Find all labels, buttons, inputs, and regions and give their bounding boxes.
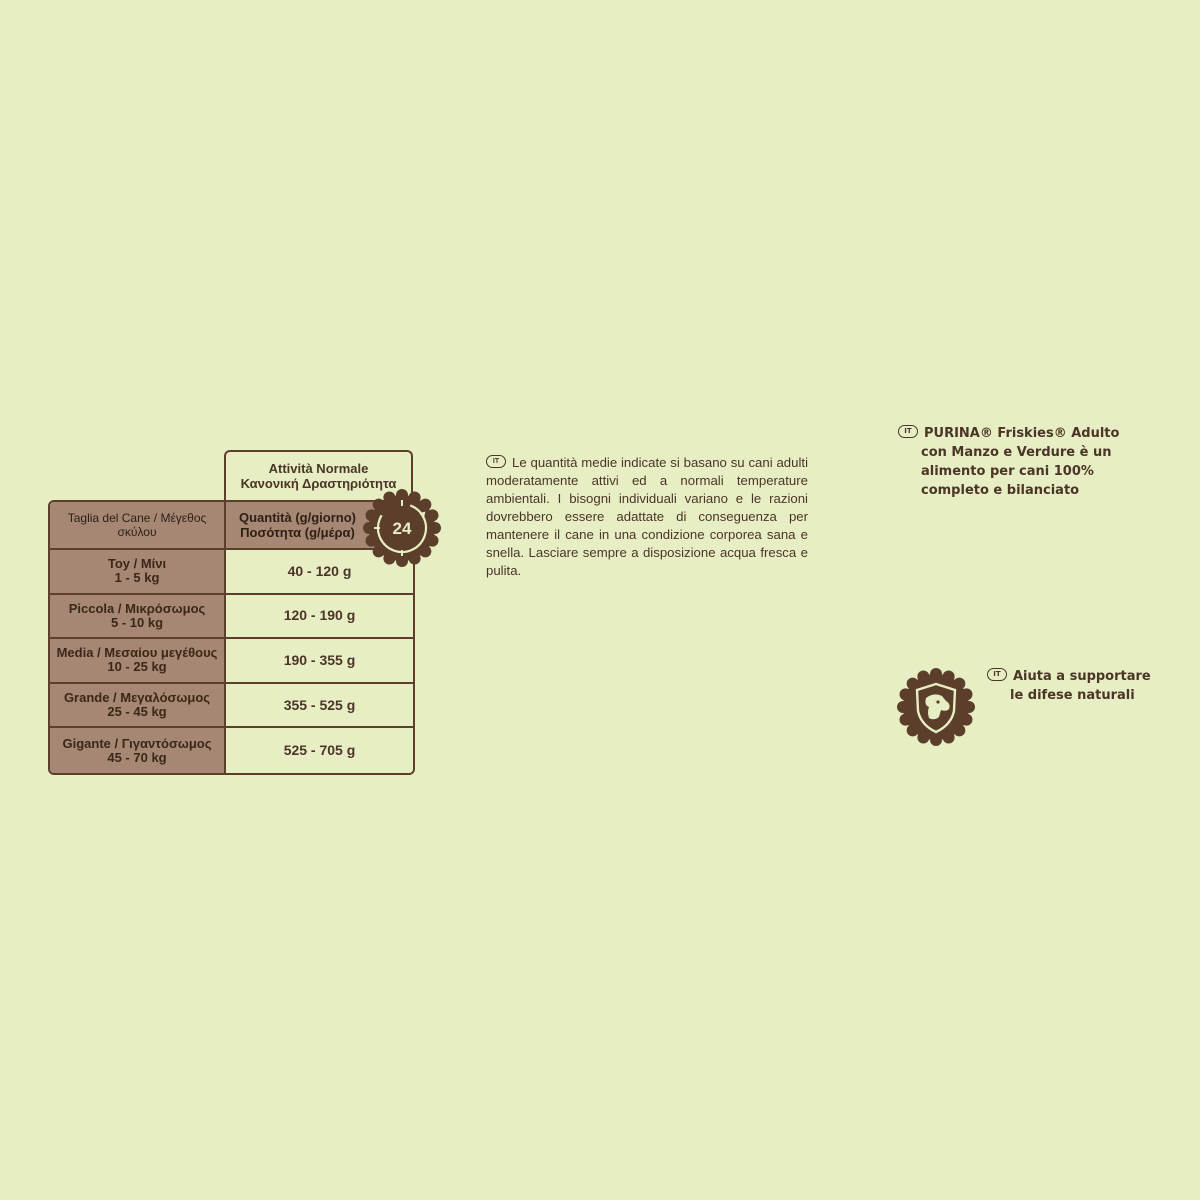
product-claim-line2: con Manzo e Verdure è un — [921, 445, 1112, 460]
activity-header-it: Attività Normale — [268, 461, 369, 476]
weight-label: 25 - 45 kg — [107, 704, 167, 720]
activity-header-gr: Κανονική Δραστηριότητα — [240, 476, 397, 491]
table-row-amount: 190 - 355 g — [226, 639, 413, 684]
defense-claim-line1: Aiuta a supportare — [1013, 669, 1151, 684]
table-row-amount: 120 - 190 g — [226, 595, 413, 640]
table-row-amount: 40 - 120 g — [226, 550, 413, 595]
product-claim-line4: completo e bilanciato — [921, 483, 1080, 498]
defense-claim-line2: le difese naturali — [1010, 688, 1135, 703]
quantity-header-it: Quantità (g/giorno) — [239, 510, 356, 525]
size-label: Media / Μεσαίου μεγέθους — [56, 645, 218, 661]
weight-label: 1 - 5 kg — [114, 570, 160, 586]
size-label: Piccola / Μικρόσωμος — [68, 600, 206, 616]
clock-24h-icon — [362, 488, 442, 568]
product-claim-line3: alimento per cani 100% — [921, 464, 1094, 479]
size-label: Toy / Μίνι — [107, 556, 167, 572]
table-row-size — [50, 728, 226, 773]
product-claim — [898, 424, 1138, 500]
table-row-amount: 525 - 705 g — [226, 728, 413, 773]
size-header: Taglia del Cane / Μέγεθος σκύλου — [50, 502, 226, 550]
feeding-grid — [48, 500, 415, 775]
weight-label: 45 - 70 kg — [107, 749, 167, 765]
language-marker: IT — [486, 455, 506, 468]
table-row-size — [50, 550, 226, 595]
table-row-amount: 355 - 525 g — [226, 684, 413, 729]
feeding-table — [48, 450, 415, 775]
table-row-size — [50, 639, 226, 684]
language-marker: IT — [898, 425, 918, 438]
feeding-note — [486, 454, 808, 580]
timer-label: 24 — [392, 519, 412, 538]
feeding-note-text: Le quantità medie indicate si basano su cani adulti moderatamente attivi ed a normali temperature ambientali. I bisogni individuali variano e le razioni dovrebbero essere adattate di conseguenza per mantenere il cane in una condizione corporea sana e snella. Lasciare sempre a disposizione acqua fresca e pulita. — [486, 455, 808, 578]
dog-head-shield-icon — [896, 667, 976, 747]
defense-claim — [987, 667, 1157, 705]
weight-label: 10 - 25 kg — [107, 659, 167, 675]
quantity-header-gr: Ποσότητα (g/μέρα) — [240, 525, 355, 540]
size-label: Gigante / Γιγαντόσωμος — [62, 735, 212, 751]
table-row-size — [50, 684, 226, 729]
size-label: Grande / Μεγαλόσωμος — [63, 690, 211, 706]
language-marker: IT — [987, 668, 1007, 681]
product-claim-line1: PURINA® Friskies® Adulto — [924, 426, 1120, 441]
table-row-size — [50, 595, 226, 640]
weight-label: 5 - 10 kg — [110, 614, 164, 630]
